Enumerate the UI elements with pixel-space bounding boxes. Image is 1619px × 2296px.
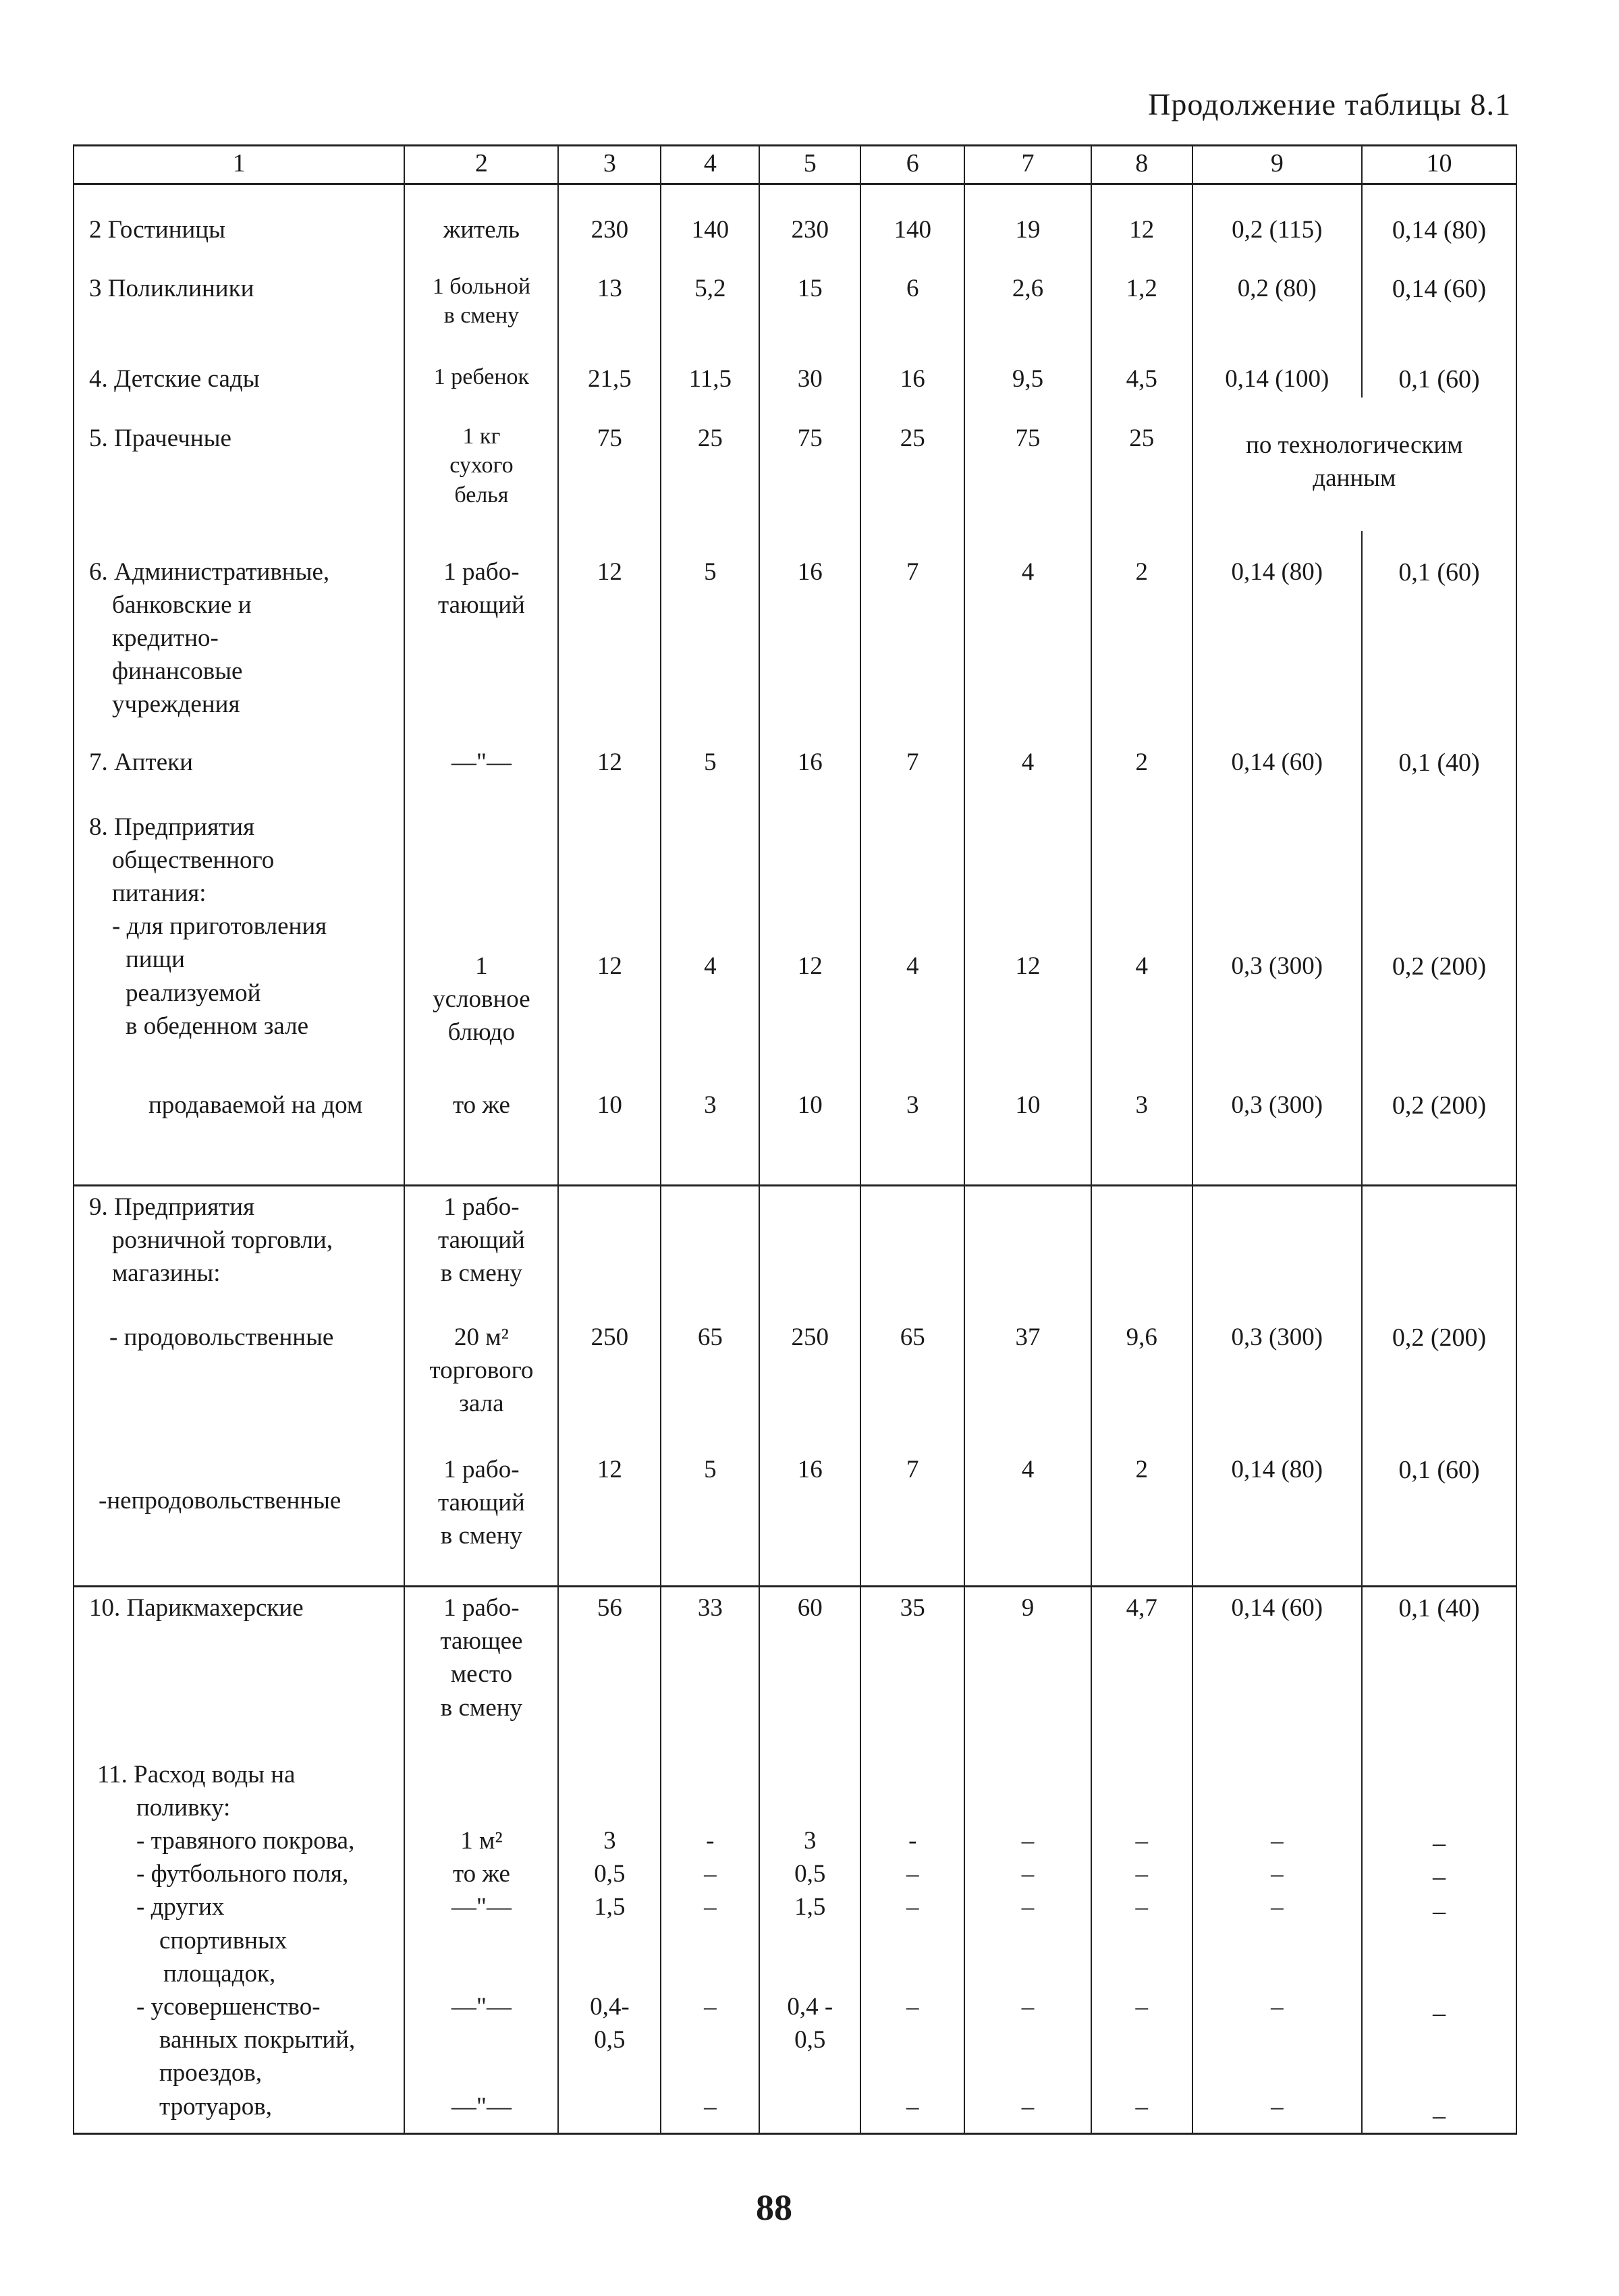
cell: 16 — [759, 721, 860, 786]
row-name: 9. Предприятия розничной торговли, магазины: — [74, 1186, 404, 1321]
row-name: 4. Детские сады — [74, 338, 404, 398]
cell: 75 — [558, 398, 661, 531]
cell: – – – – – — [1362, 1755, 1516, 2134]
row-unit: житель — [404, 184, 558, 248]
cell: 12 — [558, 1453, 661, 1587]
cell: 10 — [558, 1083, 661, 1186]
cell: 10 — [964, 1083, 1091, 1186]
cell: 0,14 (60) — [1362, 248, 1516, 338]
cell: 0,2 (200) — [1362, 1321, 1516, 1453]
water-consumption-table — [73, 144, 1517, 2135]
table-row — [74, 248, 1516, 338]
cell: 56 — [558, 1587, 661, 1755]
cell: - – – – – — [661, 1755, 759, 2134]
row-name: 3 Поликлиники — [74, 248, 404, 338]
cell — [1362, 1186, 1516, 1321]
cell: 4,7 — [1091, 1587, 1192, 1755]
cell: 7 — [860, 1453, 964, 1587]
row-unit: 1 ребенок — [404, 338, 558, 398]
col-header: 9 — [1192, 146, 1362, 184]
cell: 13 — [558, 248, 661, 338]
row-unit: 1 условное блюдо — [404, 786, 558, 1083]
cell-merged: по технологическим данным — [1192, 398, 1516, 531]
cell: 3 0,5 1,5 0,4- 0,5 — [558, 1755, 661, 2134]
cell: 0,14 (80) — [1192, 1453, 1362, 1587]
row-name: - продовольственные — [74, 1321, 404, 1453]
cell: 140 — [860, 184, 964, 248]
cell: 2 — [1091, 531, 1192, 721]
cell: 230 — [759, 184, 860, 248]
cell: 0,14 (60) — [1192, 1587, 1362, 1755]
cell: 4 — [964, 531, 1091, 721]
cell: - – – – – — [860, 1755, 964, 2134]
cell — [1192, 1186, 1362, 1321]
cell: 16 — [759, 531, 860, 721]
table-row — [74, 1453, 1516, 1587]
cell: 25 — [860, 398, 964, 531]
cell: 5 — [661, 531, 759, 721]
row-unit: 1 рабо- тающее место в смену — [404, 1587, 558, 1755]
table-row — [74, 184, 1516, 248]
cell: 12 — [1091, 184, 1192, 248]
row-name: 6. Административные, банковские и кредитно- финансовые учреждения — [74, 531, 404, 721]
cell: 0,2 (80) — [1192, 248, 1362, 338]
row-unit: то же — [404, 1083, 558, 1186]
cell: 0,1 (60) — [1362, 338, 1516, 398]
cell: – – – – – — [964, 1755, 1091, 2134]
cell: 0,3 (300) — [1192, 1321, 1362, 1453]
cell: 0,1 (40) — [1362, 721, 1516, 786]
cell: 65 — [661, 1321, 759, 1453]
cell: 0,3 (300) — [1192, 786, 1362, 1083]
row-name: 11. Расход воды на поливку: - травяного покрова, - футбольного поля, - других спортивных площадок, - усовершенство- ванных покрытий, проездов, тротуаров, — [74, 1755, 404, 2134]
col-header: 7 — [964, 146, 1091, 184]
col-header: 5 — [759, 146, 860, 184]
cell: 2,6 — [964, 248, 1091, 338]
table-row — [74, 1755, 1516, 2134]
cell: 2 — [1091, 1453, 1192, 1587]
cell: 0,14 (80) — [1362, 184, 1516, 248]
row-name: -непродовольственные — [74, 1453, 404, 1587]
table-caption: Продолжение таблицы 8.1 — [1148, 87, 1511, 121]
col-header: 10 — [1362, 146, 1516, 184]
cell: 15 — [759, 248, 860, 338]
cell: 140 — [661, 184, 759, 248]
table-row — [74, 721, 1516, 786]
cell: 11,5 — [661, 338, 759, 398]
cell: 4 — [1091, 786, 1192, 1083]
cell: 4 — [964, 721, 1091, 786]
cell: 4,5 — [1091, 338, 1192, 398]
col-header: 8 — [1091, 146, 1192, 184]
cell: 5,2 — [661, 248, 759, 338]
cell — [1091, 1186, 1192, 1321]
cell: 0,1 (60) — [1362, 1453, 1516, 1587]
col-header: 6 — [860, 146, 964, 184]
cell: 25 — [1091, 398, 1192, 531]
cell: 2 — [1091, 721, 1192, 786]
col-header: 3 — [558, 146, 661, 184]
cell: 0,2 (200) — [1362, 1083, 1516, 1186]
cell — [759, 1186, 860, 1321]
cell: 3 — [661, 1083, 759, 1186]
cell — [964, 1186, 1091, 1321]
cell: 75 — [759, 398, 860, 531]
cell: 12 — [558, 721, 661, 786]
cell: 12 — [964, 786, 1091, 1083]
cell: 0,14 (80) — [1192, 531, 1362, 721]
cell: 16 — [860, 338, 964, 398]
cell: 37 — [964, 1321, 1091, 1453]
col-header: 1 — [74, 146, 404, 184]
cell — [661, 1186, 759, 1321]
cell: 0,1 (60) — [1362, 531, 1516, 721]
cell: 12 — [558, 531, 661, 721]
table-row — [74, 786, 1516, 1083]
row-name: 10. Парикмахерские — [74, 1587, 404, 1755]
cell: 33 — [661, 1587, 759, 1755]
cell: 3 — [1091, 1083, 1192, 1186]
cell: 19 — [964, 184, 1091, 248]
cell: 30 — [759, 338, 860, 398]
cell: 7 — [860, 531, 964, 721]
cell: 3 0,5 1,5 0,4 - 0,5 — [759, 1755, 860, 2134]
row-unit: —"— — [404, 721, 558, 786]
cell: 12 — [759, 786, 860, 1083]
column-number-header — [74, 146, 1516, 184]
row-name: 2 Гостиницы — [74, 184, 404, 248]
page-number: 88 — [756, 2187, 792, 2228]
cell: 12 — [558, 786, 661, 1083]
cell: 250 — [759, 1321, 860, 1453]
cell: – – – – – — [1192, 1755, 1362, 2134]
cell: 7 — [860, 721, 964, 786]
cell: 0,3 (300) — [1192, 1083, 1362, 1186]
cell: 0,14 (60) — [1192, 721, 1362, 786]
cell: 0,2 (200) — [1362, 786, 1516, 1083]
cell: 25 — [661, 398, 759, 531]
cell: 65 — [860, 1321, 964, 1453]
row-name: продаваемой на дом — [74, 1083, 404, 1186]
table-row — [74, 1083, 1516, 1186]
cell: 230 — [558, 184, 661, 248]
cell: 9,6 — [1091, 1321, 1192, 1453]
row-unit: 1 рабо- тающий — [404, 531, 558, 721]
row-name: 8. Предприятия общественного питания: - для приготовления пищи реализуемой в обеденном зале — [74, 786, 404, 1083]
cell: 10 — [759, 1083, 860, 1186]
row-unit: 1 м² то же —"— —"— —"— — [404, 1755, 558, 2134]
table-row — [74, 1321, 1516, 1453]
row-unit: 1 больной в смену — [404, 248, 558, 338]
cell: 3 — [860, 1083, 964, 1186]
cell: 5 — [661, 1453, 759, 1587]
cell — [558, 1186, 661, 1321]
cell: 5 — [661, 721, 759, 786]
cell: 9,5 — [964, 338, 1091, 398]
row-unit: 20 м² торгового зала — [404, 1321, 558, 1453]
cell: 75 — [964, 398, 1091, 531]
table-row — [74, 1587, 1516, 1755]
cell: – – – – – — [1091, 1755, 1192, 2134]
cell: 35 — [860, 1587, 964, 1755]
table-row — [74, 1186, 1516, 1321]
cell: 60 — [759, 1587, 860, 1755]
cell: 6 — [860, 248, 964, 338]
cell: 250 — [558, 1321, 661, 1453]
row-name: 7. Аптеки — [74, 721, 404, 786]
cell: 16 — [759, 1453, 860, 1587]
col-header: 2 — [404, 146, 558, 184]
cell: 4 — [964, 1453, 1091, 1587]
col-header: 4 — [661, 146, 759, 184]
row-name: 5. Прачечные — [74, 398, 404, 531]
table-row — [74, 531, 1516, 721]
row-unit: 1 рабо- тающий в смену — [404, 1186, 558, 1321]
table-row — [74, 338, 1516, 398]
cell: 0,14 (100) — [1192, 338, 1362, 398]
cell: 1,2 — [1091, 248, 1192, 338]
cell: 21,5 — [558, 338, 661, 398]
row-unit: 1 рабо- тающий в смену — [404, 1453, 558, 1587]
row-unit: 1 кг сухого белья — [404, 398, 558, 531]
table-row — [74, 398, 1516, 531]
cell: 9 — [964, 1587, 1091, 1755]
cell: 0,1 (40) — [1362, 1587, 1516, 1755]
cell: 4 — [860, 786, 964, 1083]
cell: 4 — [661, 786, 759, 1083]
cell — [860, 1186, 964, 1321]
cell: 0,2 (115) — [1192, 184, 1362, 248]
